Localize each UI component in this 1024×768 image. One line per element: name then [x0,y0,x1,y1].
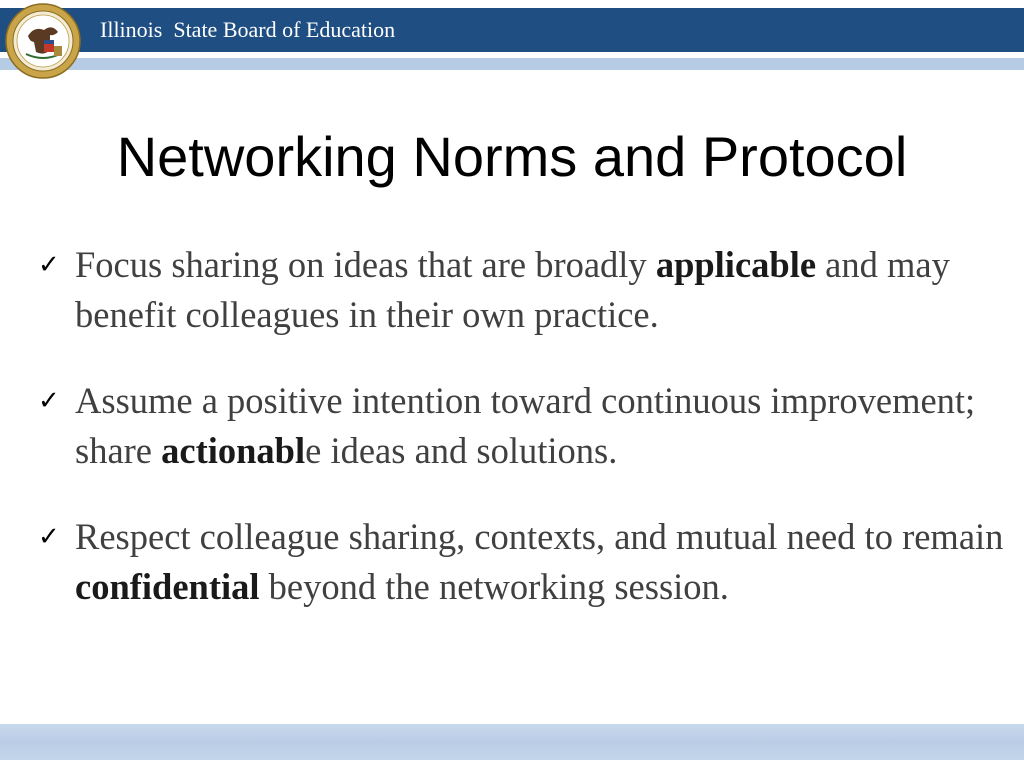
bullet-text-bold: applicable [655,244,817,285]
bullet-item [38,376,1018,476]
header-title: Illinois State Board of Education [100,17,396,42]
footer-bar [0,724,1024,760]
bullet-text-post: e ideas and solutions. [305,430,618,471]
bullet-text-post: and may benefit colleagues in their own practice. [75,244,950,335]
check-mark-icon: ✓ [38,250,60,280]
bullet-item [38,512,1018,612]
check-mark-icon: ✓ [38,522,60,552]
illinois-seal-logo [4,2,82,80]
bullet-text-post: beyond the networking session. [259,566,729,607]
bullet-text-bold: actionabl [161,430,306,471]
header-stripe [0,58,1024,70]
bullet-text-bold: confidential [75,566,260,607]
bullet-text-pre: Focus sharing on ideas that are broadly [75,244,656,285]
slide-title: Networking Norms and Protocol [116,125,908,188]
bullet-item [38,240,1018,340]
bullet-text-pre: Respect colleague sharing, contexts, and mutual need to remain [75,516,1004,557]
check-mark-icon: ✓ [38,386,60,416]
bullet-list [38,240,1018,648]
bullet-text-pre: Assume a positive intention toward continuous improvement; share [75,380,976,471]
